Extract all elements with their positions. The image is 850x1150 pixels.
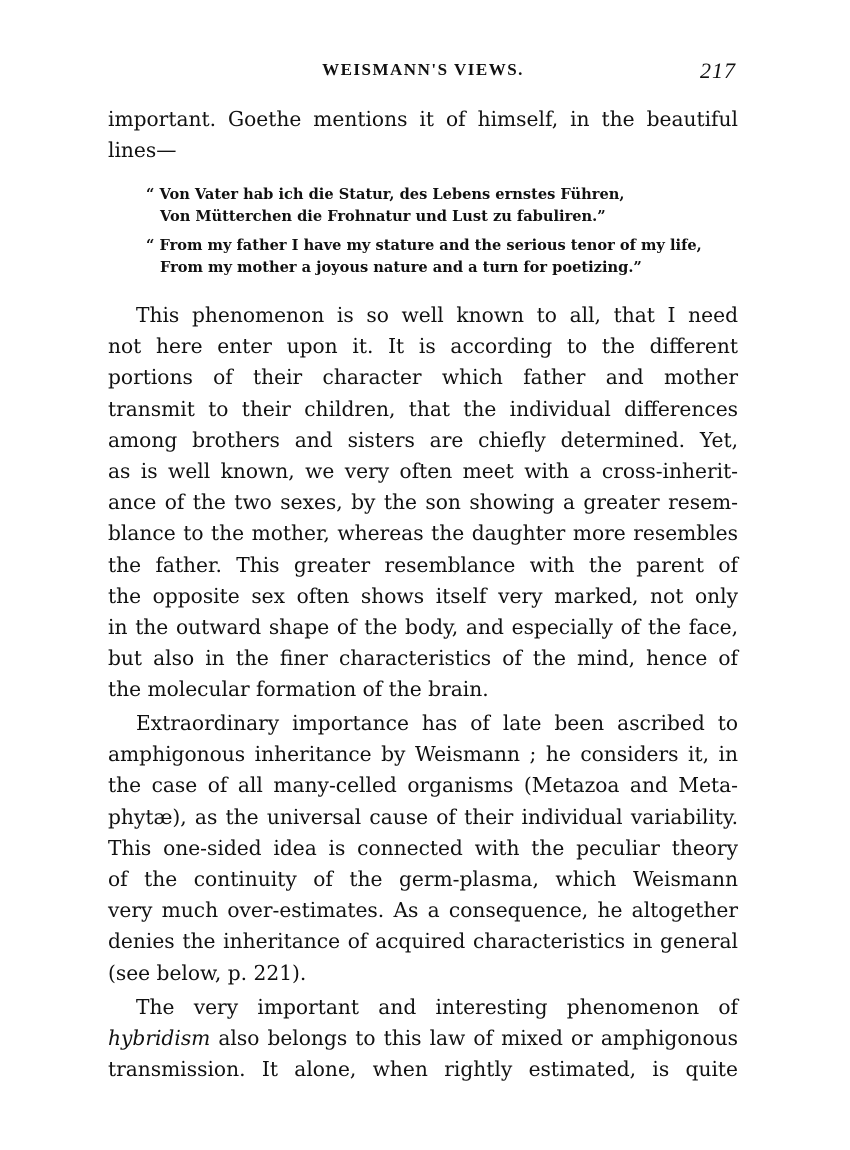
text-line: lines— — [108, 138, 177, 163]
text-line: (see below, p. 221). — [108, 960, 307, 985]
text-line: of the continuity of the germ-plasma, which Weismann — [108, 866, 738, 891]
text-line: denies the inheritance of acquired characteristics in general — [108, 929, 738, 954]
text-line: important. Goethe mentions it of himself, in the beautiful — [108, 107, 738, 131]
text-line: phytæ), as the universal cause of their individual variability. — [108, 804, 738, 829]
english-quotation — [146, 235, 736, 279]
text-line: portions of their character which father and mother — [108, 365, 738, 390]
text-line: the case of all many-celled organisms (Metazoa and Meta- — [108, 773, 738, 798]
running-title: WEISMANN'S VIEWS. — [322, 60, 524, 79]
paragraph-hybridism — [108, 992, 738, 1086]
text-line: the opposite sex often shows itself very marked, not only — [108, 583, 738, 608]
text-line: This one-sided idea is connected with the peculiar theory — [108, 835, 738, 860]
text-line: the father. This greater resemblance with the parent of — [108, 552, 738, 577]
text-segment: also belongs to this law of mixed or amphigonous — [210, 1026, 738, 1051]
quote-line: “ From my father I have my stature and the serious tenor of my life, — [146, 237, 702, 254]
text-line: ance of the two sexes, by the son showing a greater resem- — [108, 490, 738, 515]
running-head — [108, 58, 738, 88]
quote-line: Von Mütterchen die Frohnatur und Lust zu fabuliren.” — [160, 208, 606, 225]
text-line: This phenomenon is so well known to all, that I need — [136, 303, 738, 327]
hybridism-term: hybridism — [108, 1026, 211, 1051]
text-line: Extraordinary importance has of late been ascribed to — [136, 711, 738, 735]
page-number: 217 — [700, 58, 736, 83]
text-line: transmit to their children, that the individual differences — [108, 396, 738, 421]
text-line: but also in the finer characteristics of the mind, hence of — [108, 646, 738, 671]
text-line: transmission. It alone, when rightly estimated, is quite — [108, 1057, 738, 1082]
text-line: not here enter upon it. It is according to the different — [108, 334, 738, 359]
quote-line: “ Von Vater hab ich die Statur, des Lebens ernstes Führen, — [146, 186, 625, 203]
text-line: amphigonous inheritance by Weismann ; he considers it, in — [108, 742, 738, 767]
text-line: as is well known, we very often meet with a cross-inherit- — [108, 458, 738, 483]
text-line: very much over-estimates. As a consequence, he altogether — [108, 898, 738, 923]
german-quotation — [146, 184, 736, 228]
text-line: blance to the mother, whereas the daughter more resembles — [108, 521, 738, 546]
text-line: the molecular formation of the brain. — [108, 677, 489, 702]
intro-paragraph — [108, 104, 738, 166]
text-line: in the outward shape of the body, and especially of the face, — [108, 614, 738, 639]
text-line: among brothers and sisters are chiefly determined. Yet, — [108, 427, 738, 452]
paragraph-cross-inheritance — [108, 300, 738, 705]
text-line: The very important and interesting phenomenon of — [136, 995, 738, 1019]
quote-line: From my mother a joyous nature and a turn for poetizing.” — [160, 259, 642, 276]
paragraph-weismann — [108, 708, 738, 989]
text-line — [108, 1023, 738, 1054]
